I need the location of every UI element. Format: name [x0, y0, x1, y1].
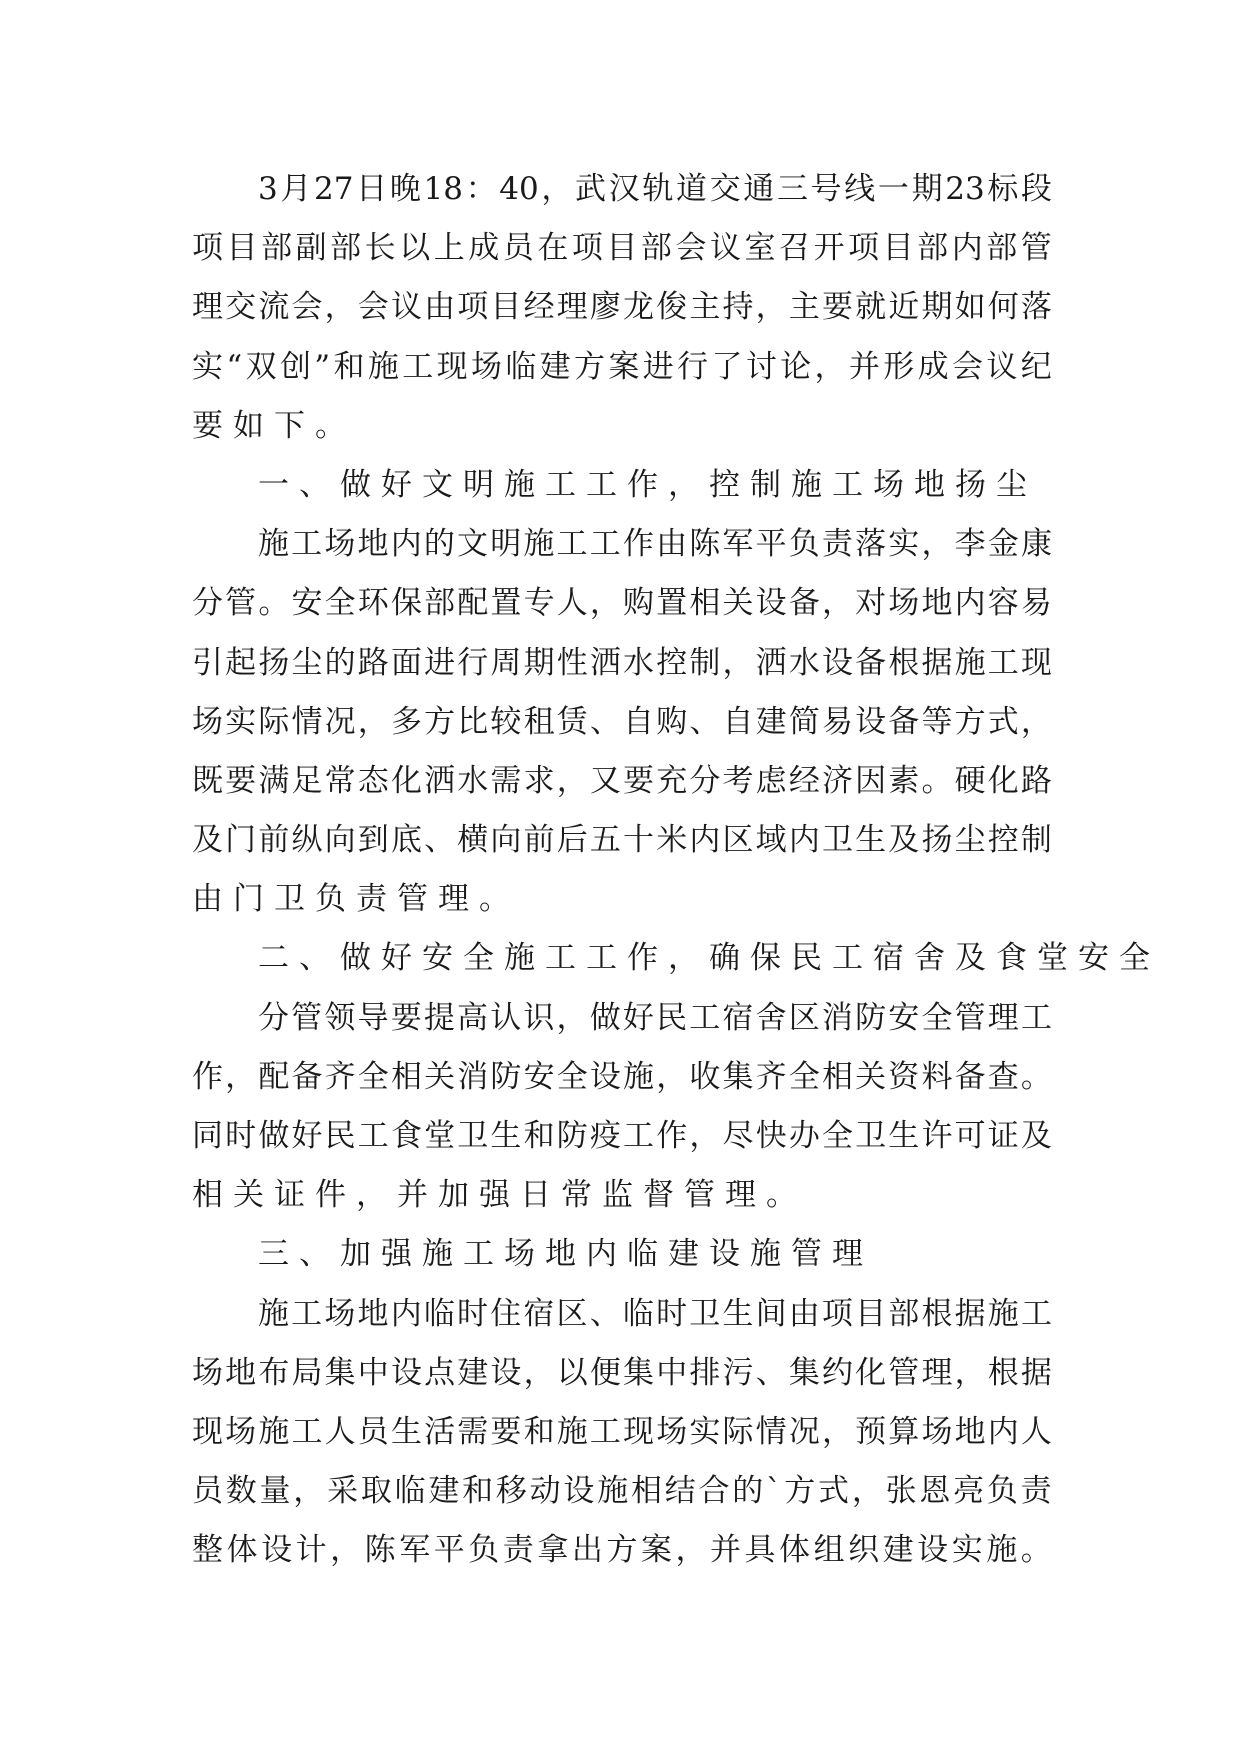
- text-line: 实 “ 双 创 ” 和 施 工 现 场 临 建 方 案 进 行 了 讨 论 ， 并 形 成 会 议 纪: [192, 348, 1052, 385]
- text-line: 分 管 。 安 全 环 保 部 配 置 专 人 ， 购 置 相 关 设 备 ， 对 场 地 内 容 易: [192, 585, 1052, 622]
- text-line: 既 要 满 足 常 态 化 洒 水 需 求 ， 又 要 充 分 考 虑 经 济 因 素 。 硬 化 路: [192, 762, 1052, 799]
- text-line: 施 工 场 地 内 的 文 明 施 工 工 作 由 陈 军 平 负 责 落 实 ， 李 金 康: [258, 526, 1052, 563]
- text-line: 场 地 布 局 集 中 设 点 建 设 ， 以 便 集 中 排 污 、 集 约 化 管 理 ， 根 据: [192, 1354, 1052, 1391]
- text-line: 3 月 27 日 晚 18 ： 40 ， 武 汉 轨 道 交 通 三 号 线 一 期 23 标 段: [258, 171, 1052, 207]
- text-line: 要如下。: [192, 407, 356, 444]
- text-line: 及 门 前 纵 向 到 底 、 横 向 前 后 五 十 米 内 区 域 内 卫 生 及 扬 尘 控 制: [192, 822, 1052, 859]
- text-line: 员 数 量 ， 采 取 临 建 和 移 动 设 施 相 结 合 的 ` 方 式 ， 张 恩 亮 负 责: [192, 1473, 1052, 1510]
- text-line: 三、加强施工场地内临建设施管理: [258, 1236, 873, 1273]
- text-line: 场 实 际 情 况 ， 多 方 比 较 租 赁 、 自 购 、 自 建 简 易 设 备 等 方 式 ，: [192, 703, 1052, 740]
- text-line: 相关证件，并加强日常监督管理。: [192, 1177, 807, 1214]
- text-line: 理 交 流 会 ， 会 议 由 项 目 经 理 廖 龙 俊 主 持 ， 主 要 就 近 期 如 何 落: [192, 289, 1052, 326]
- text-line: 引 起 扬 尘 的 路 面 进 行 周 期 性 洒 水 控 制 ， 洒 水 设 备 根 据 施 工 现: [192, 644, 1052, 681]
- text-line: 整 体 设 计 ， 陈 军 平 负 责 拿 出 方 案 ， 并 具 体 组 织 建 设 实 施 。: [192, 1532, 1052, 1569]
- text-line: 二、做好安全施工工作，确保民工宿舍及食堂安全: [258, 940, 1160, 977]
- text-line: 项 目 部 副 部 长 以 上 成 员 在 项 目 部 会 议 室 召 开 项 目 部 内 部 管: [192, 230, 1052, 267]
- text-line: 分 管 领 导 要 提 高 认 识 ， 做 好 民 工 宿 舍 区 消 防 安 全 管 理 工: [258, 999, 1052, 1036]
- text-line: 由门卫负责管理。: [192, 881, 520, 918]
- text-line: 一、做好文明施工工作，控制施工场地扬尘: [258, 466, 1037, 503]
- document-body: [192, 160, 1160, 1581]
- text-line: 同 时 做 好 民 工 食 堂 卫 生 和 防 疫 工 作 ， 尽 快 办 全 卫 生 许 可 证 及: [192, 1118, 1052, 1154]
- text-line: 施 工 场 地 内 临 时 住 宿 区 、 临 时 卫 生 间 由 项 目 部 根 据 施 工: [258, 1295, 1052, 1332]
- text-line: 作 ， 配 备 齐 全 相 关 消 防 安 全 设 施 ， 收 集 齐 全 相 关 资 料 备 查 。: [192, 1058, 1052, 1095]
- text-line: 现 场 施 工 人 员 生 活 需 要 和 施 工 现 场 实 际 情 况 ， 预 算 场 地 内 人: [192, 1413, 1052, 1450]
